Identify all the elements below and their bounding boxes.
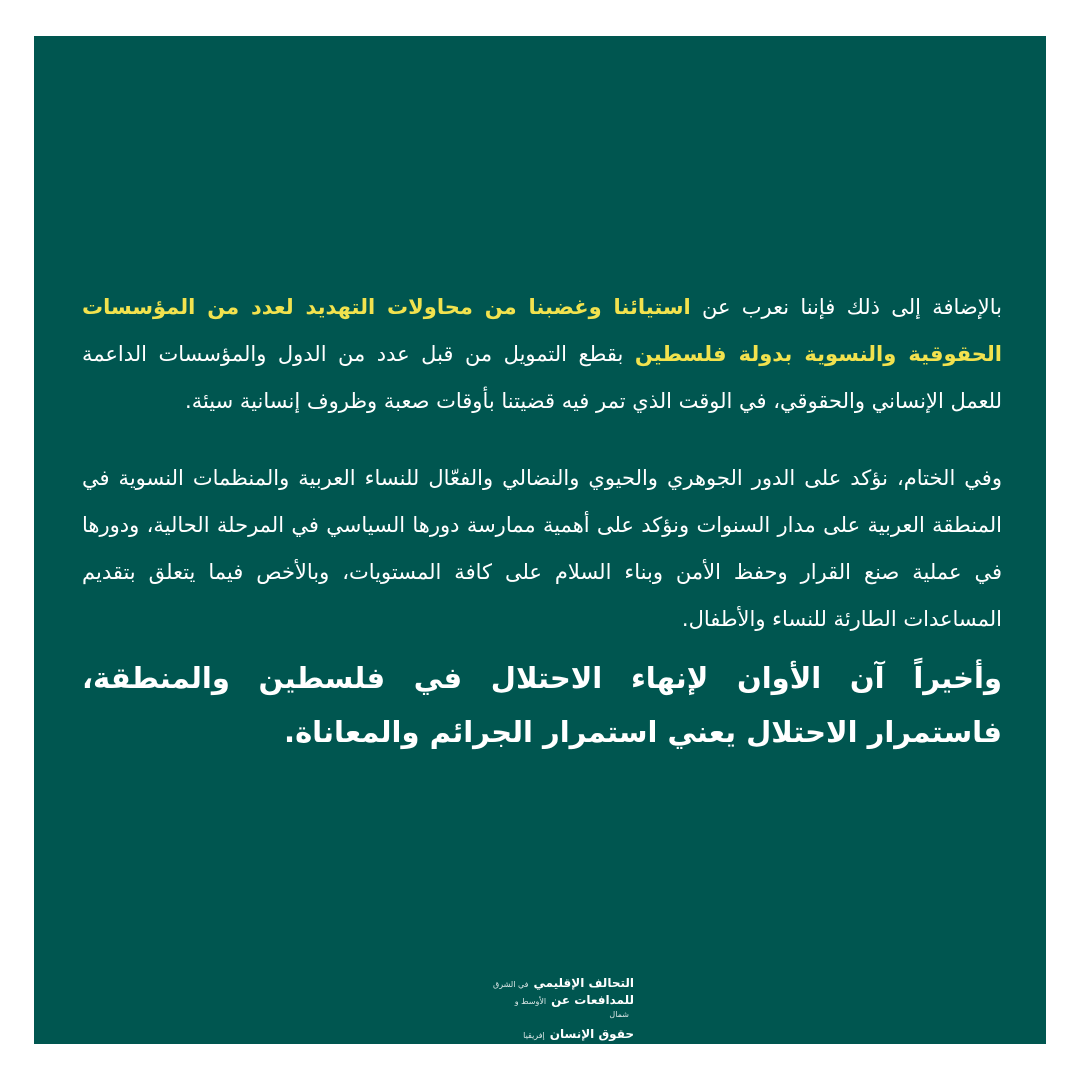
post-panel [34, 36, 1046, 1044]
coalition-logo [454, 976, 634, 1044]
paragraph-funding-rest: بقطع التمويل من قبل عدد من الدول والمؤسسات الداعمة للعمل الإنساني والحقوقي، في الوقت الذي تمر فيه قضيتنا بأوقات صعبة وظروف إنسانية سيئة. [82, 342, 1002, 413]
logo-subtext: في الشرق [493, 980, 529, 989]
logo-subtext: إفريقيا [523, 1031, 545, 1040]
logo-line-3 [454, 1010, 634, 1027]
logo-text: التحالف الإقليمي [533, 976, 634, 990]
paragraph-funding [82, 284, 1002, 425]
highlighted-phrase: استيائنا وغضبنا من محاولات التهديد لعدد من المؤسسات الحقوقية والنسوية بدولة فلسطين [82, 295, 1002, 366]
logo-line-4 [454, 1027, 634, 1044]
logo-subtext: الأوسط و [514, 997, 547, 1006]
paragraph-conclusion: وفي الختام، نؤكد على الدور الجوهري والحيوي والنضالي والفعّال للنساء العربية والمنظمات النسوية في المنطقة العربية على مدار السنوات ونؤكد على أهمية ممارسة دورها السياسي في المرحلة الحالية، ودورها في عملية صنع القرار وحفظ الأمن وبناء السلام على كافة المستويات، وبالأخص فيما يتعلق بتقديم المساعدات الطارئة للنساء والأطفال. [82, 466, 1002, 631]
logo-line-1 [454, 976, 634, 993]
paragraph-funding-intro: بالإضافة إلى ذلك فإننا نعرب عن [690, 295, 1002, 319]
logo-text: حقوق الإنسان [549, 1027, 634, 1041]
logo-subtext: شمال [609, 1010, 629, 1019]
closing-statement: وأخيراً آن الأوان لإنهاء الاحتلال في فلسطين والمنطقة، فاستمرار الاحتلال يعني استمرار الجرائم والمعاناة. [82, 661, 1002, 749]
logo-line-2 [454, 993, 634, 1010]
statement-text [82, 284, 1002, 759]
logo-text: للمدافعات عن [551, 993, 634, 1007]
